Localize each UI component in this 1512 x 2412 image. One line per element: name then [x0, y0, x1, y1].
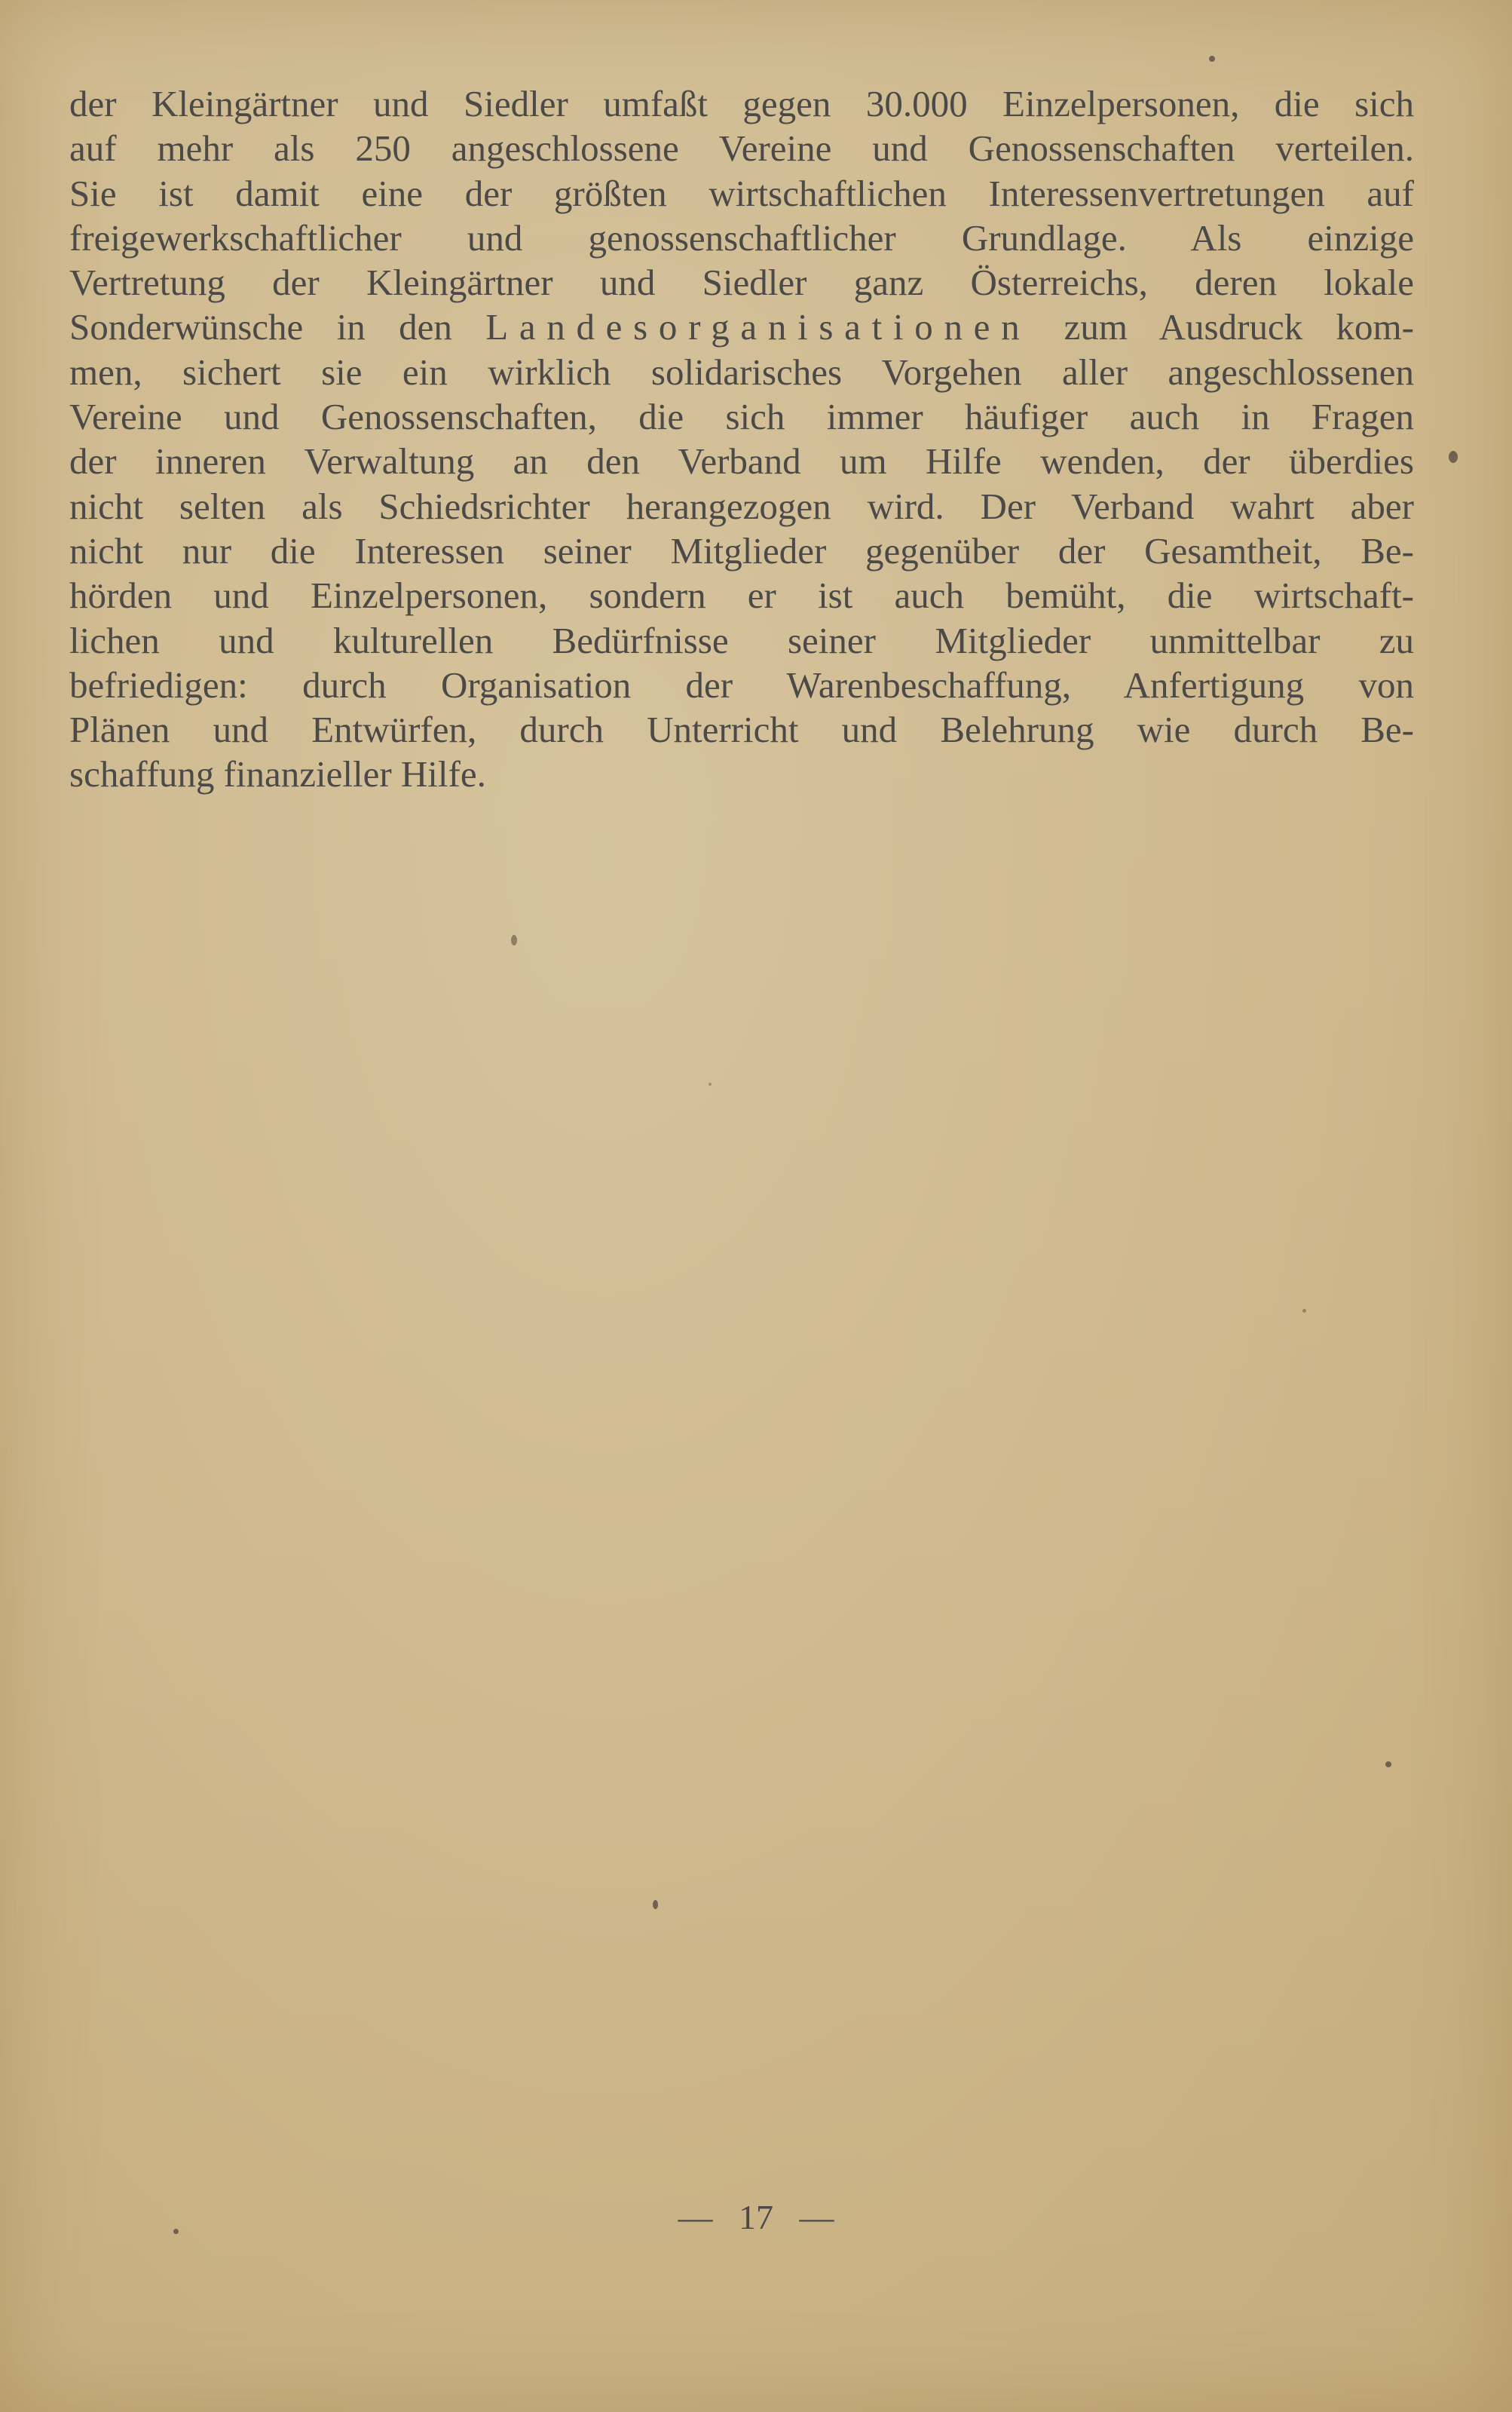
paper-speck: [511, 935, 517, 945]
paragraph-line: Plänen und Entwürfen, durch Unterricht und Belehrung wie durch Be-: [69, 709, 1414, 751]
paper-speck: [1385, 1761, 1391, 1767]
paragraph-line: der Kleingärtner und Siedler umfaßt gegen 30.000 Einzelpersonen, die sich: [69, 83, 1414, 124]
paragraph-line: befriedigen: durch Organisation der Warenbeschaffung, Anfertigung von: [69, 664, 1414, 706]
paper-speck: [173, 2229, 179, 2234]
paragraph-line: Sie ist damit eine der größten wirtschaftlichen Interessenvertretungen auf: [69, 172, 1414, 214]
paper-speck: [653, 1900, 658, 1909]
paragraph-line: der inneren Verwaltung an den Verband um Hilfe wenden, der überdies: [69, 440, 1414, 483]
paper-speck: [709, 1083, 712, 1086]
paragraph-line: Vertretung der Kleingärtner und Siedler ganz Österreichs, deren lokale: [69, 262, 1414, 304]
paragraph-line: nicht nur die Interessen seiner Mitglieder gegenüber der Gesamtheit, Be-: [69, 529, 1414, 572]
line-text-before-spaced: Sonderwünsche in den: [69, 306, 486, 348]
paper-speck: [1302, 1309, 1306, 1313]
paragraph-line: auf mehr als 250 angeschlossene Vereine und Genossenschaften verteilen.: [69, 127, 1414, 170]
paragraph-line: hörden und Einzelpersonen, sondern er ist auch bemüht, die wirtschaft-: [69, 575, 1414, 617]
paper-speck: [1449, 451, 1458, 463]
spaced-emphasis-word: Landesorganisationen: [485, 306, 1031, 348]
paragraph-line: lichen und kulturellen Bedürfnisse seiner Mitglieder unmittelbar zu: [69, 619, 1414, 661]
paragraph-line-last: schaffung finanzieller Hilfe.: [69, 753, 486, 795]
paragraph-line: nicht selten als Schiedsrichter herangezogen wird. Der Verband wahrt aber: [69, 485, 1414, 527]
paragraph-line: [69, 305, 1414, 349]
body-paragraph: [69, 81, 1414, 797]
paragraph-line: men, sichert sie ein wirklich solidarisches Vorgehen aller angeschlossenen: [69, 351, 1414, 393]
paper-speck: [1209, 56, 1215, 62]
line-text-after-spaced: zum Ausdruck kom-: [1030, 306, 1414, 348]
paragraph-line: Vereine und Genossenschaften, die sich immer häufiger auch in Fragen: [69, 396, 1414, 438]
page-number: — 17 —: [678, 2198, 834, 2236]
paragraph-line: freigewerkschaftlicher und genossenschaftlicher Grundlage. Als einzige: [69, 216, 1414, 259]
